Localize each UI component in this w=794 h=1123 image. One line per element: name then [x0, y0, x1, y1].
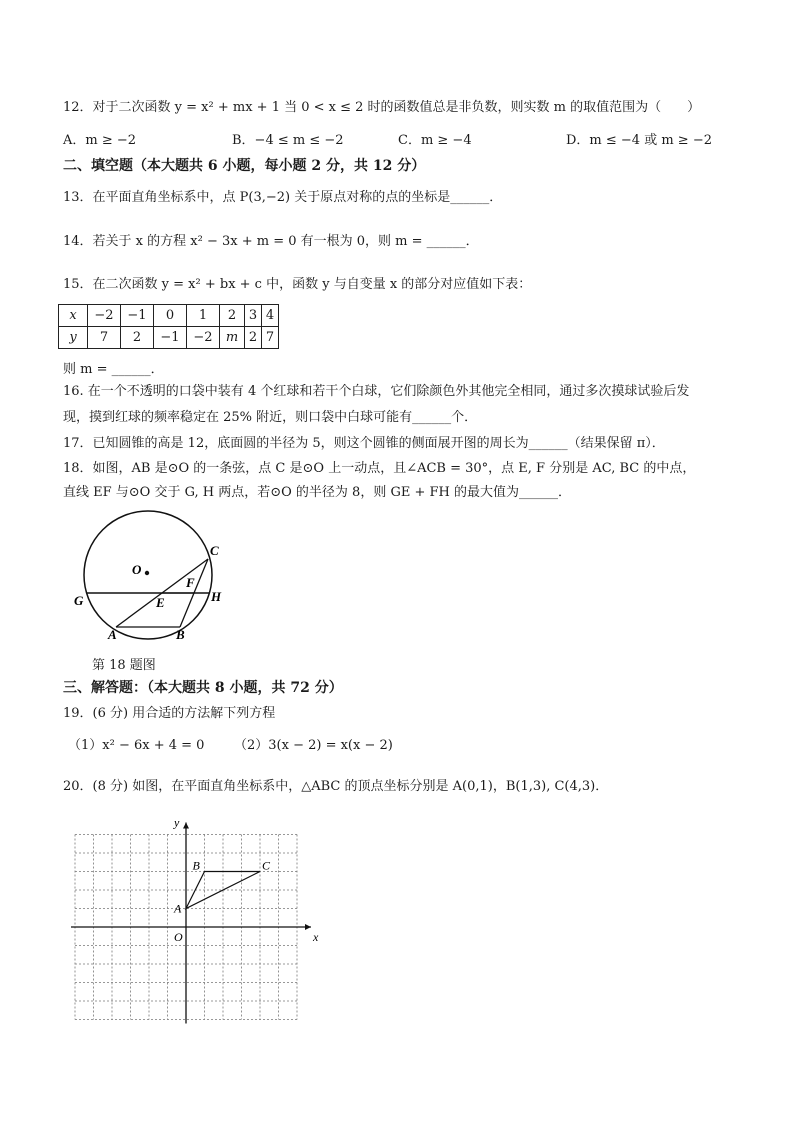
point-a-label: A [174, 901, 182, 916]
table-cell: −1 [121, 305, 154, 327]
origin-label: O [174, 930, 183, 944]
label-b: B [176, 627, 185, 642]
y-axis-arrow [183, 823, 189, 829]
question-20-text: 20．(8 分) 如图，在平面直角坐标系中，△ABC 的顶点坐标分别是 A(0,1)，B(1,3), C(4,3)． [63, 779, 609, 794]
question-18-line-2: 直线 EF 与⊙O 交于 G, H 两点，若⊙O 的半径为 8，则 GE + FH 的最大值为______． [63, 485, 571, 500]
question-12-option-d: D．m ≤ −4 或 m ≥ −2 [566, 133, 712, 148]
question-17-text: 17．已知圆锥的高是 12，底面圆的半径为 5，则这个圆锥的侧面展开图的周长为______（结果保留 π）． [63, 436, 665, 451]
question-12-option-a: A．m ≥ −2 [63, 133, 137, 148]
question-18-figure-caption: 第 18 题图 [92, 658, 156, 673]
question-15-value-table [58, 304, 279, 349]
section-3-title: 三、解答题：（本大题共 8 小题，共 72 分） [63, 680, 343, 696]
table-cell: −1 [154, 327, 187, 349]
table-header-x: x [59, 305, 88, 327]
question-18-circle-figure [60, 505, 240, 650]
question-16-line-1: 16. 在一个不透明的口袋中装有 4 个红球和若干个白球，它们除颜色外其他完全相同，通过多次摸球试验后发 [63, 384, 690, 399]
table-cell: 1 [187, 305, 220, 327]
question-18-line-1: 18．如图，AB 是⊙O 的一条弦，点 C 是⊙O 上一动点，且∠ACB = 30°，点 E, F 分别是 AC, BC 的中点， [63, 461, 696, 476]
table-cell: 0 [154, 305, 187, 327]
question-12-option-b: B．−4 ≤ m ≤ −2 [232, 133, 344, 148]
label-g: G [74, 593, 84, 608]
question-16-line-2: 现，摸到红球的频率稳定在 25% 附近，则口袋中白球可能有______个． [63, 410, 478, 425]
label-c: C [210, 543, 219, 558]
table-row-x [59, 305, 279, 327]
table-cell: −2 [187, 327, 220, 349]
point-b-label: B [192, 858, 200, 873]
label-h: H [211, 589, 222, 604]
question-12-option-c: C．m ≥ −4 [398, 133, 472, 148]
table-cell: 4 [262, 305, 279, 327]
question-19-equation-1: （1）x² − 6x + 4 = 0 [68, 738, 205, 753]
question-19-equation-2: （2）3(x − 2) = x(x − 2) [234, 738, 393, 753]
table-cell: 2 [220, 305, 245, 327]
label-o: O [132, 562, 142, 577]
table-header-y: y [59, 327, 88, 349]
x-axis-label: x [313, 930, 319, 944]
table-cell: 7 [88, 327, 121, 349]
point-c-label: C [262, 858, 271, 873]
center-point-o [145, 571, 149, 575]
table-cell: 3 [245, 305, 262, 327]
table-cell: 2 [121, 327, 154, 349]
question-15-after: 则 m = ______． [63, 362, 164, 377]
section-2-title: 二、填空题（本大题共 6 小题，每小题 2 分，共 12 分） [63, 158, 426, 174]
question-19-text: 19．(6 分) 用合适的方法解下列方程 [63, 706, 276, 721]
question-20-coordinate-grid [60, 815, 330, 1035]
label-f: F [186, 575, 195, 590]
label-e: E [156, 595, 165, 610]
label-a: A [108, 627, 117, 642]
y-axis-label: y [174, 815, 180, 830]
question-14-text: 14．若关于 x 的方程 x² − 3x + m = 0 有一根为 0，则 m = ______． [63, 234, 479, 249]
table-cell: −2 [88, 305, 121, 327]
table-cell: 7 [262, 327, 279, 349]
question-15-text: 15．在二次函数 y = x² + bx + c 中，函数 y 与自变量 x 的部分对应值如下表： [63, 277, 532, 292]
table-cell: m [220, 327, 245, 349]
question-12-text: 12．对于二次函数 y = x² + mx + 1 当 0 < x ≤ 2 时的函数值总是非负数，则实数 m 的取值范围为（ ） [63, 100, 701, 115]
table-row-y [59, 327, 279, 349]
table-cell: 2 [245, 327, 262, 349]
x-axis-arrow [305, 924, 311, 930]
question-13-text: 13．在平面直角坐标系中，点 P(3,−2) 关于原点对称的点的坐标是______． [63, 190, 503, 205]
